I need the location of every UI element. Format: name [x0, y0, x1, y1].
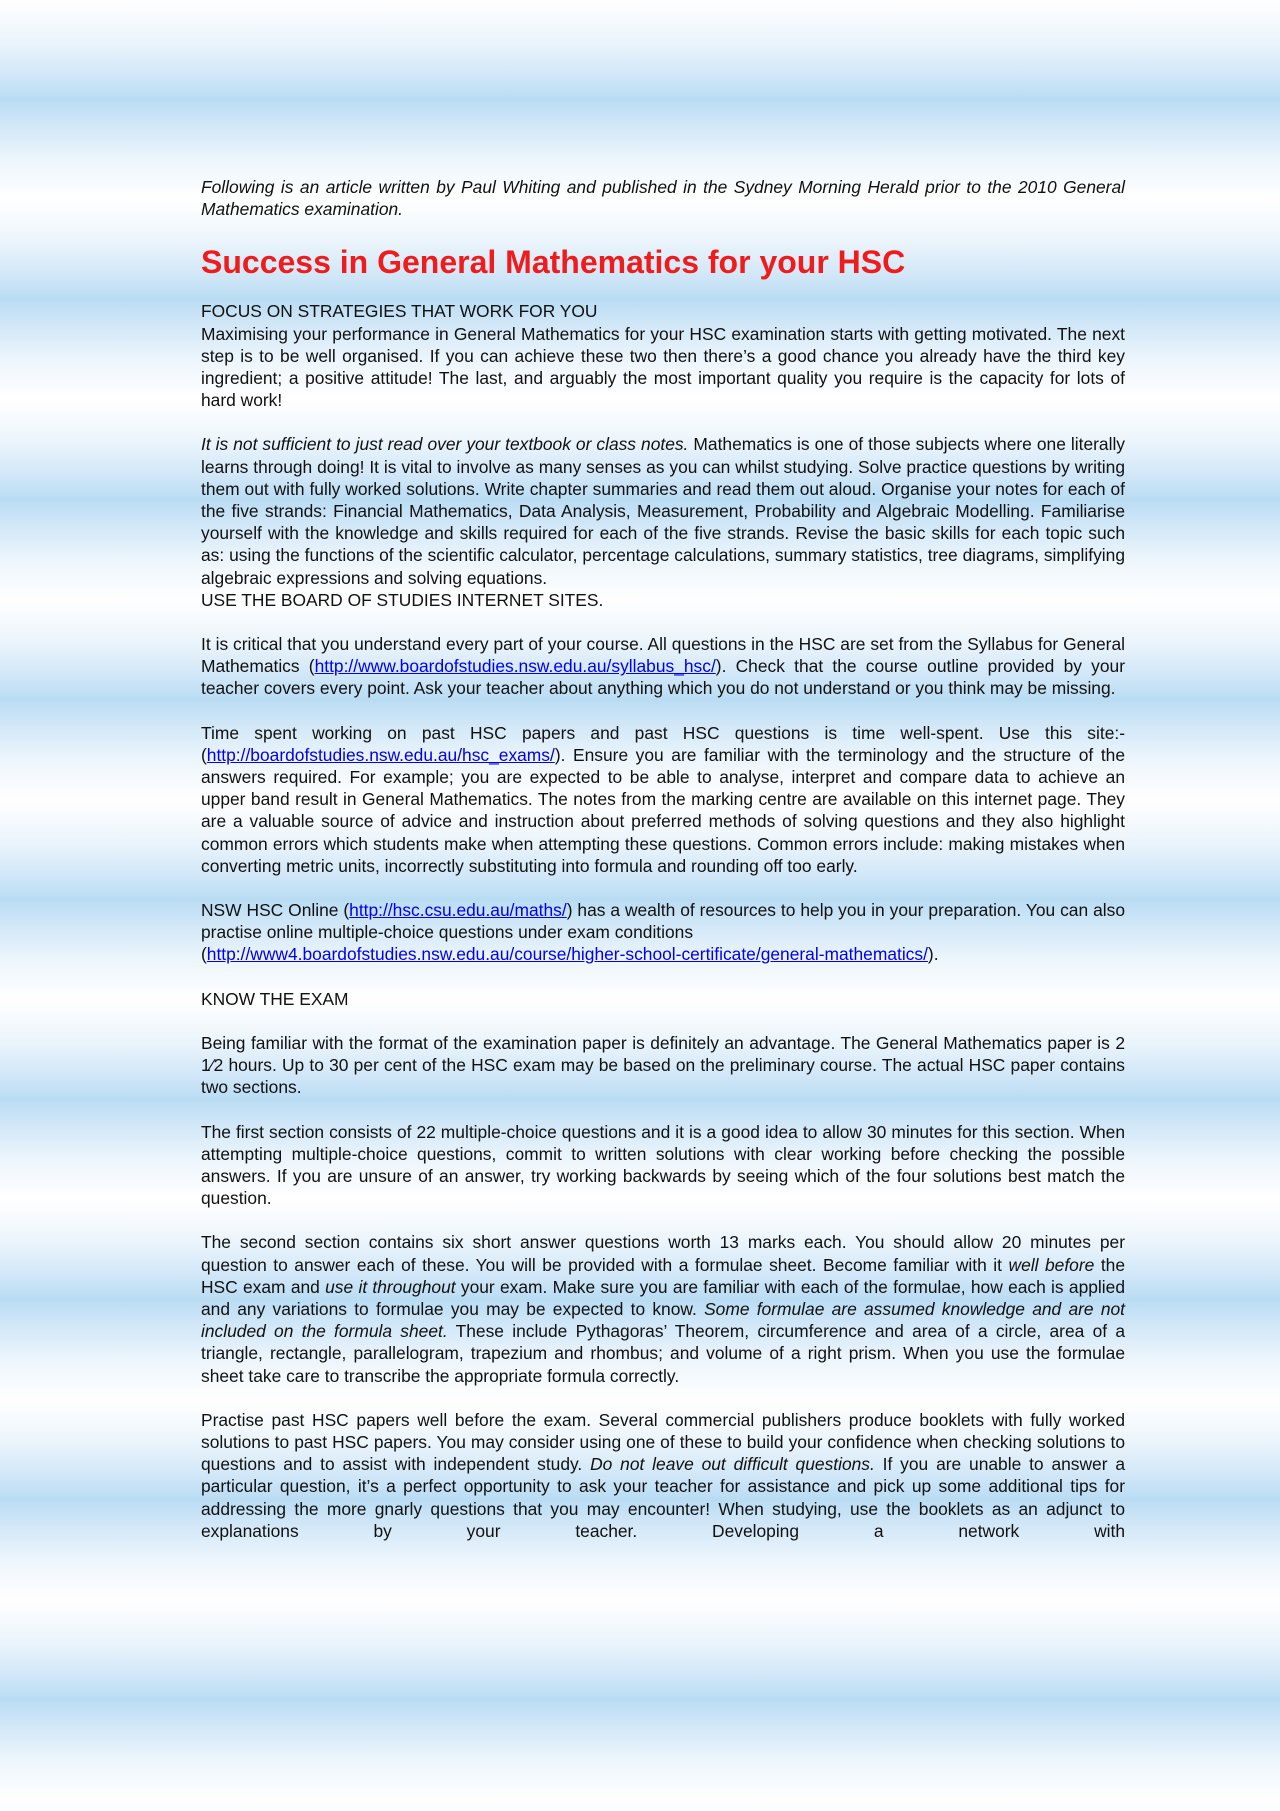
paragraph-exam-format: Being familiar with the format of the examination paper is definitely an advantage. The General Mathematics paper is 2 1⁄2 hours. Up to 30 per cent of the HSC exam may be based on the preliminary course. The actual HSC paper contains two sections.: [201, 1032, 1125, 1098]
paragraph-hsc-online: [201, 899, 1125, 966]
paragraph-text: Practise past HSC papers well before the exam. Several commercial publishers produce booklets with fully worked solutions to past HSC papers. You may consider using one of these to build your confidence when checking solutions to questions and to assist with independent study.: [201, 1409, 1125, 1475]
emphasis-text: Do not leave out difficult questions.: [590, 1454, 875, 1475]
intro-note: Following is an article written by Paul Whiting and published in the Sydney Morning Herald prior to the 2010 General Mathematics examination.: [201, 177, 1125, 220]
article-title: Success in General Mathematics for your HSC: [201, 244, 906, 281]
hsc-online-link[interactable]: http://hsc.csu.edu.au/maths/: [349, 900, 567, 921]
paragraph-text: (: [201, 944, 207, 965]
paragraph-syllabus: [201, 633, 1125, 700]
paragraph-practise-papers: [201, 1409, 1125, 1542]
paragraph-text: ). Check that the course outline provided by your teacher covers every point. Ask your teacher about anything which you do not understand or you think may be missing.: [201, 656, 1125, 699]
section-heading-know-exam: KNOW THE EXAM: [201, 988, 349, 1009]
paragraph-past-papers: [201, 722, 1125, 877]
emphasis-text: It is not sufficient to just read over your textbook or class notes.: [201, 434, 689, 455]
paragraph-text: These include Pythagoras’ Theorem, circumference and area of a circle, area of a triangle, rectangle, parallelogram, trapezium and rhombus; and volume of a right prism. When you use the formulae sheet take care to transcribe the appropriate formula correctly.: [201, 1321, 1125, 1386]
paragraph-multiple-choice: The first section consists of 22 multiple-choice questions and it is a good idea to allow 30 minutes for this section. When attempting multiple-choice questions, commit to written solutions with clear working before checking the possible answers. If you are unsure of an answer, try working backwards by seeing which of the four solutions best match the question.: [201, 1121, 1125, 1209]
emphasis-text: well before: [1008, 1254, 1095, 1275]
paragraph-text: ). Ensure you are familiar with the terminology and the structure of the answers required. For example; you are expected to be able to analyse, interpret and compare data to achieve an upper band result in General Mathematics. The notes from the marking centre are available on this internet page. They are a valuable source of advice and instruction about preferred methods of solving questions and they also highlight common errors which students make when attempting these questions. Common errors include: making mistakes when converting metric units, incorrectly substituting into formula and rounding off too early.: [201, 744, 1125, 876]
syllabus-link[interactable]: http://www.boardofstudies.nsw.edu.au/syllabus_hsc/: [314, 656, 716, 677]
paragraph-text: If you are unable to answer a particular question, it’s a perfect opportunity to ask your teacher for assistance and pick up some additional tips for addressing the more gnarly questions that you may encounter! When studying, use the booklets as an adjunct to explanations by your teacher. Developing a network with: [201, 1454, 1126, 1541]
hsc-exams-link[interactable]: http://boardofstudies.nsw.edu.au/hsc_exams/: [206, 744, 555, 765]
paragraph-text: ) has a wealth of resources to help you in your preparation. You can also practise online multiple-choice questions under exam conditions: [201, 900, 1125, 943]
article: [201, 176, 1125, 1542]
paragraph-text: Mathematics is one of those subjects where one literally learns through doing! It is vital to involve as many senses as you can whilst studying. Solve practice questions by writing them out with fully worked solutions. Write chapter summaries and read them out aloud. Organise your notes for each of the five strands: Financial Mathematics, Data Analysis, Measurement, Probability and Algebraic Modelling. Familiarise yourself with the knowledge and skills required for each of the five strands. Revise the basic skills for each topic such as: using the functions of the scientific calculator, percentage calculations, summary statistics, tree diagrams, simplifying algebraic expressions and solving equations.: [201, 434, 1125, 588]
paragraph-text: It is critical that you understand every part of your course. All questions in the HSC are set from the Syllabus for General Mathematics (: [201, 634, 1125, 677]
section-heading-strategies: FOCUS ON STRATEGIES THAT WORK FOR YOU: [201, 301, 598, 322]
paragraph-short-answer: [201, 1231, 1125, 1386]
paragraph-text: The second section contains six short answer questions worth 13 marks each. You should allow 20 minutes per question to answer each of these. You will be provided with a formulae sheet. Become familiar with it: [201, 1232, 1125, 1275]
paragraph-study-habits: [201, 433, 1125, 588]
paragraph-text: ).: [927, 944, 939, 965]
paragraph-text: NSW HSC Online (: [201, 900, 350, 921]
section-heading-internet-sites: USE THE BOARD OF STUDIES INTERNET SITES.: [201, 589, 604, 610]
paragraph-text: your exam. Make sure you are familiar with each of the formulae, how each is applied and any variations to formulae you may be expected to know.: [201, 1276, 1125, 1319]
emphasis-text: use it throughout: [325, 1276, 456, 1297]
paragraph-motivation: Maximising your performance in General Mathematics for your HSC examination starts with getting motivated. The next step is to be well organised. If you can achieve these two then there’s a good chance you already have the third key ingredient; a positive attitude! The last, and arguably the most important quality you require is the capacity for lots of hard work!: [201, 323, 1125, 411]
general-mathematics-course-link[interactable]: http://www4.boardofstudies.nsw.edu.au/course/higher-school-certificate/general-mathematics/: [206, 944, 928, 965]
emphasis-text: Some formulae are assumed knowledge and are not included on the formula sheet.: [201, 1298, 1125, 1342]
paragraph-text: Time spent working on past HSC papers and past HSC questions is time well-spent. Use this site:- (: [201, 722, 1125, 765]
paragraph-text: the HSC exam and: [201, 1254, 1126, 1297]
